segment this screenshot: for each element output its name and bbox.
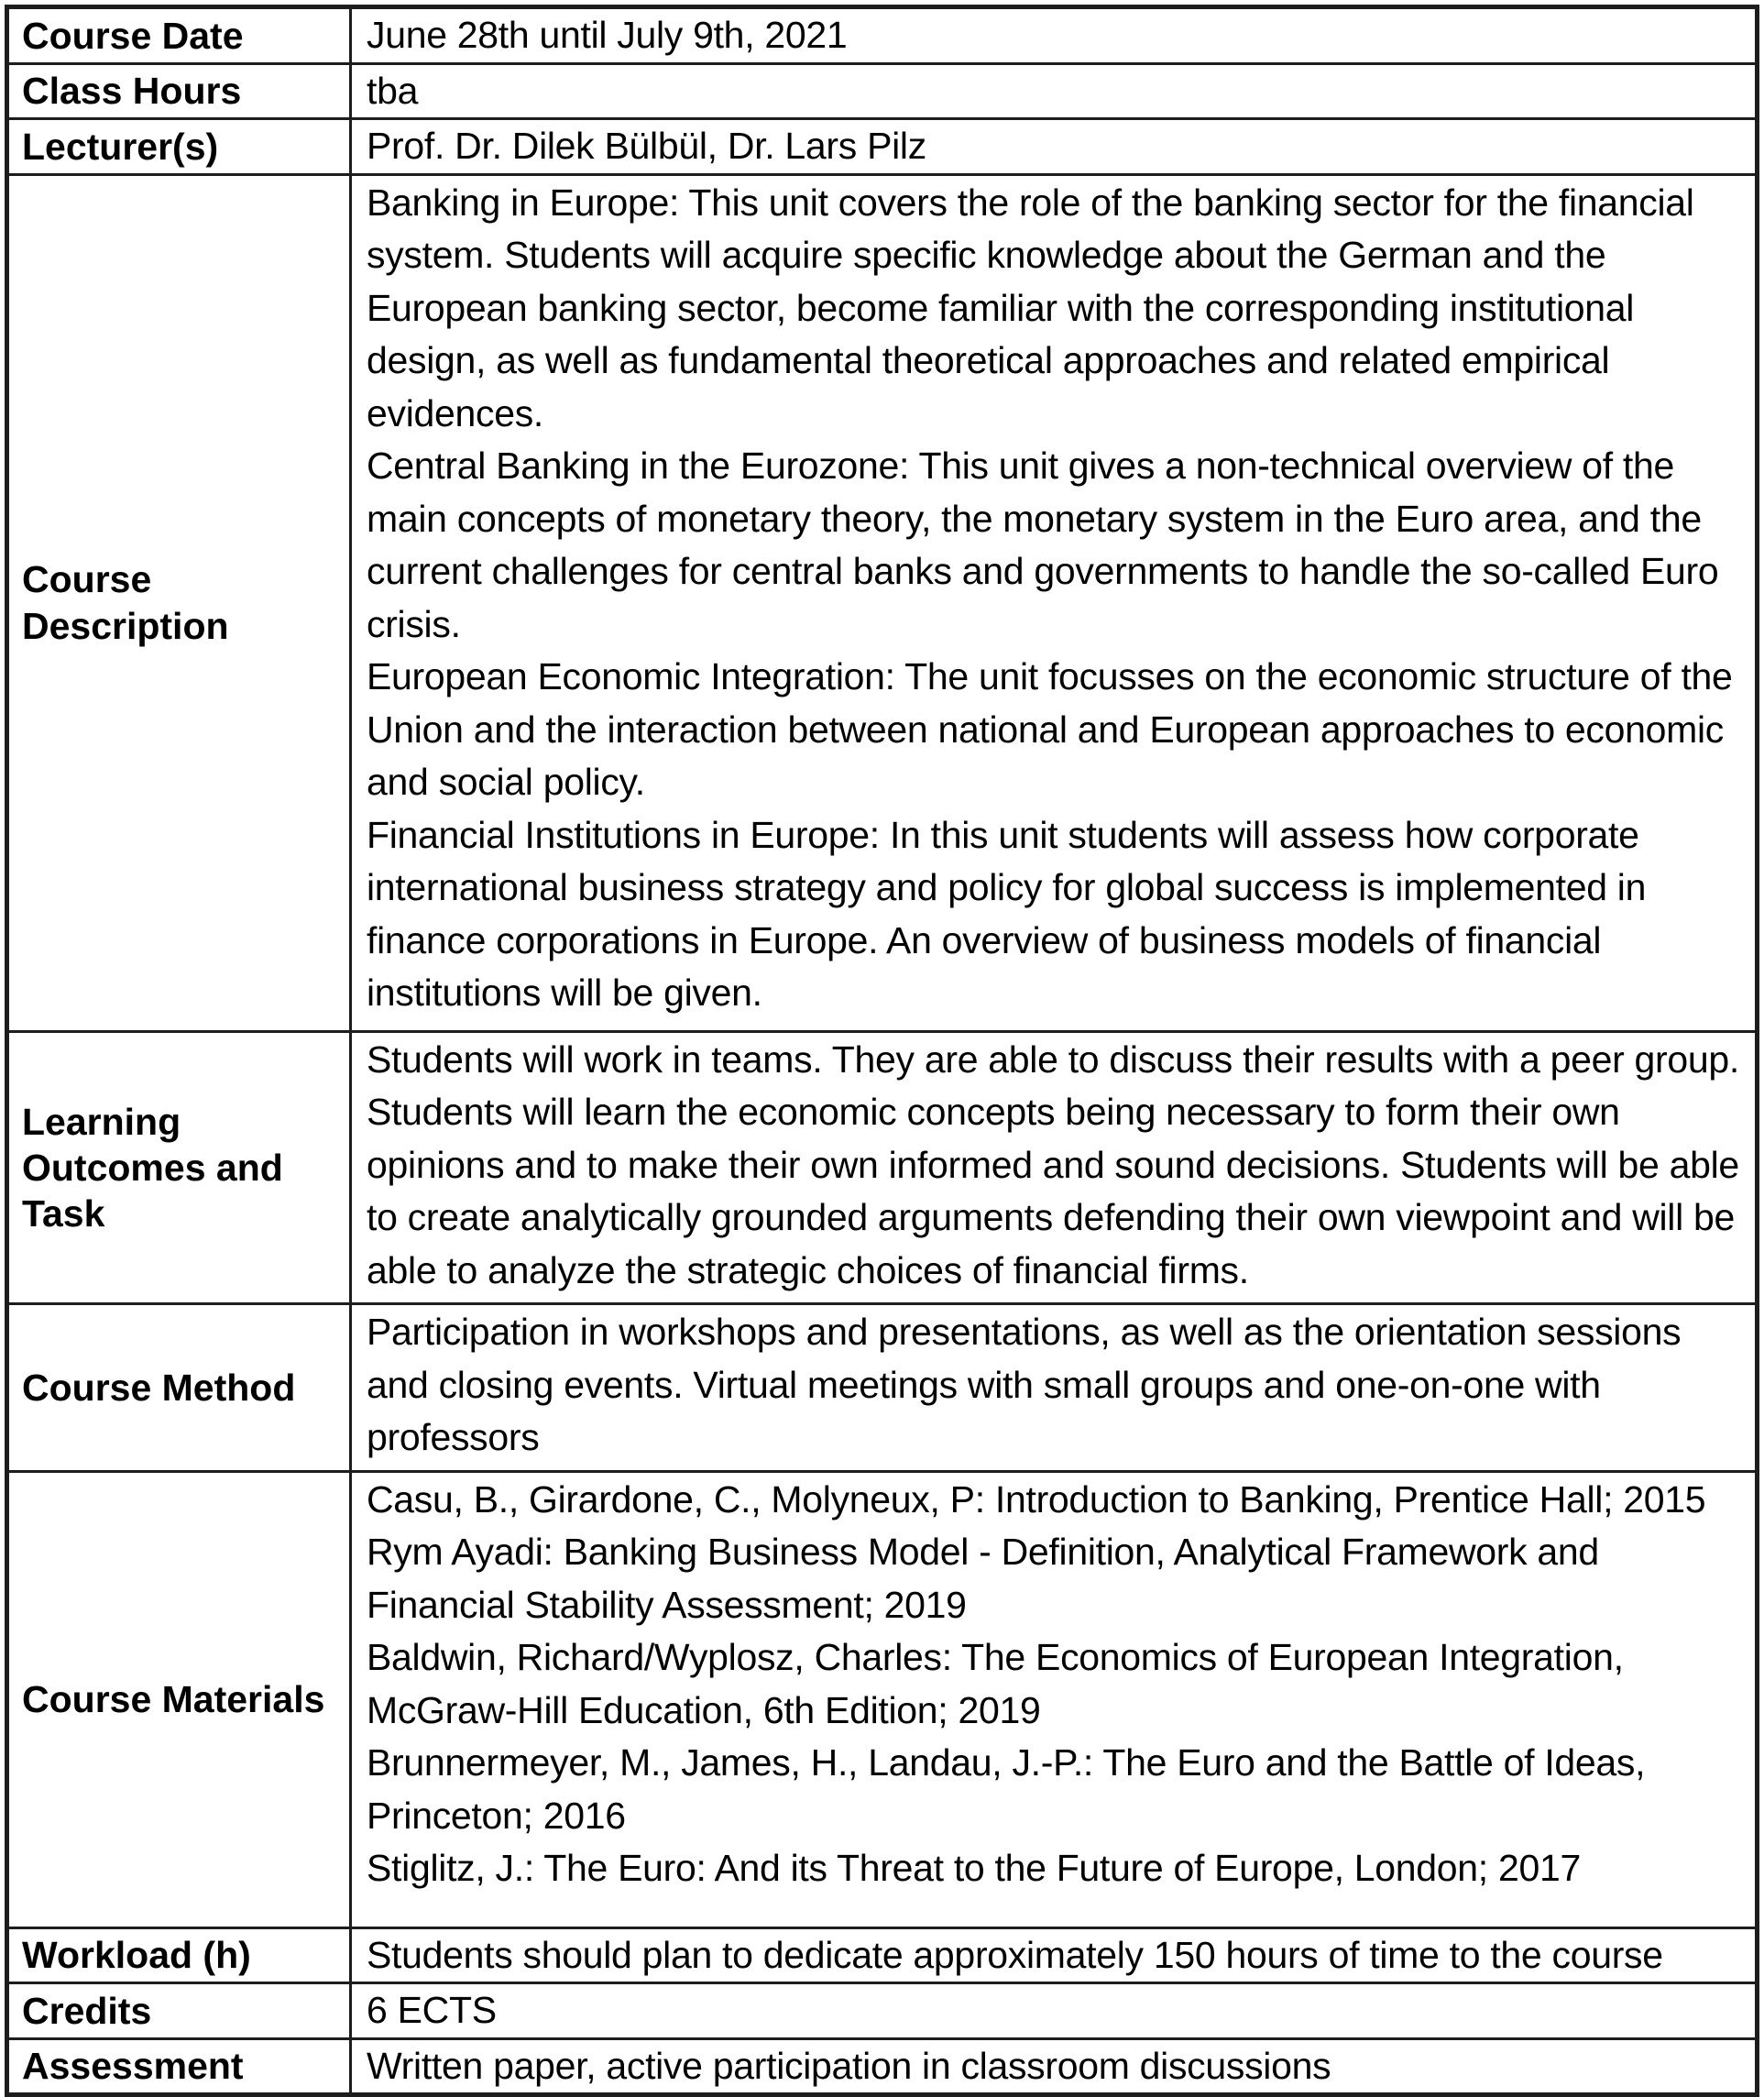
row-course-description [7,174,1758,1031]
class-hours-label-text: Class Hours [22,70,242,113]
course-description-paragraph: Financial Institutions in Europe: In this unit students will assess how corporate international business strategy and policy for global success is implemented in finance corporations in Europe. An overview of business models of financial institutions will be given. [367,813,1647,1014]
lecturers-value [351,119,1758,175]
assessment-value [351,2038,1758,2095]
learning-outcomes-text: Students will work in teams. They are able to discuss their results with a peer group. Students will learn the economic concepts being necessary to form their own opinions and to make their own informed and sound decisions. Students will be able to create analytically grounded arguments defending their own viewpoint and will be able to analyze the strategic choices of financial firms. [367,1038,1739,1291]
workload-label-text: Workload (h) [22,1934,251,1977]
row-class-hours [7,63,1758,119]
learning-outcomes-label [7,1031,351,1304]
workload-label [7,1927,351,1983]
course-material-entry: Casu, B., Girardone, C., Molyneux, P: Introduction to Banking, Prentice Hall; 2015 [367,1477,1706,1521]
course-material-entry: Stiglitz, J.: The Euro: And its Threat to the Future of Europe, London; 2017 [367,1847,1581,1889]
course-info-table [5,5,1759,2097]
course-description-label [7,174,351,1031]
course-method-label [7,1304,351,1472]
course-method-text: Participation in workshops and presentations, as well as the orientation sessions and closing events. Virtual meetings with small groups and one-on-one with professors [367,1311,1682,1458]
credits-value-text: 6 ECTS [367,1989,497,2031]
course-material-entry: Baldwin, Richard/Wyplosz, Charles: The Economics of European Integration, McGraw-Hill Education, 6th Edition; 2019 [367,1636,1624,1731]
course-date-label-text: Course Date [22,14,244,57]
workload-value-text: Students should plan to dedicate approximately 150 hours of time to the course [367,1933,1663,1976]
course-materials-label-text: Course Materials [22,1677,325,1720]
row-lecturers [7,119,1758,175]
course-description-paragraph: European Economic Integration: The unit focusses on the economic structure of the Union and the interaction between national and European approaches to economic and social policy. [367,655,1733,803]
assessment-value-text: Written paper, active participation in classroom discussions [367,2044,1331,2087]
class-hours-value-text: tba [367,69,419,112]
credits-label [7,1983,351,2039]
row-course-materials [7,1471,1758,1927]
row-course-date [7,7,1758,64]
course-materials-label [7,1471,351,1927]
course-date-value-text: June 28th until July 9th, 2021 [367,14,848,56]
learning-outcomes-label-text: Learning Outcomes and Task [22,1100,283,1235]
course-material-entry: Brunnermeyer, M., James, H., Landau, J.-P.: The Euro and the Battle of Ideas, Princeton; 2016 [367,1741,1646,1837]
learning-outcomes-value [351,1031,1758,1304]
assessment-label [7,2038,351,2095]
lecturers-label [7,119,351,175]
row-course-method [7,1304,1758,1472]
course-description-paragraph: Banking in Europe: This unit covers the role of the banking sector for the financial system. Students will acquire specific knowledge about the German and the European banking sector, become familiar with the corresponding institutional design, as well as fundamental theoretical approaches and related empirical evidences. [367,181,1694,434]
workload-value [351,1927,1758,1983]
row-credits [7,1983,1758,2039]
row-learning-outcomes [7,1031,1758,1304]
course-description-value [351,174,1758,1031]
course-material-entry: Rym Ayadi: Banking Business Model - Definition, Analytical Framework and Financial Stability Assessment; 2019 [367,1531,1599,1626]
course-date-label [7,7,351,64]
course-method-label-text: Course Method [22,1366,296,1409]
course-description-paragraph: Central Banking in the Eurozone: This unit gives a non-technical overview of the main concepts of monetary theory, the monetary system in the Euro area, and the current challenges for central banks and governments to handle the so-called Euro crisis. [367,445,1719,645]
credits-value [351,1983,1758,2039]
class-hours-label [7,63,351,119]
row-assessment [7,2038,1758,2095]
course-description-label-text: Course Description [22,558,229,647]
course-date-value [351,7,1758,64]
class-hours-value [351,63,1758,119]
assessment-label-text: Assessment [22,2045,244,2088]
credits-label-text: Credits [22,1989,152,2032]
row-workload [7,1927,1758,1983]
lecturers-label-text: Lecturer(s) [22,125,219,168]
lecturers-value-text: Prof. Dr. Dilek Bülbül, Dr. Lars Pilz [367,125,926,167]
course-method-value [351,1304,1758,1472]
course-materials-value [351,1471,1758,1927]
